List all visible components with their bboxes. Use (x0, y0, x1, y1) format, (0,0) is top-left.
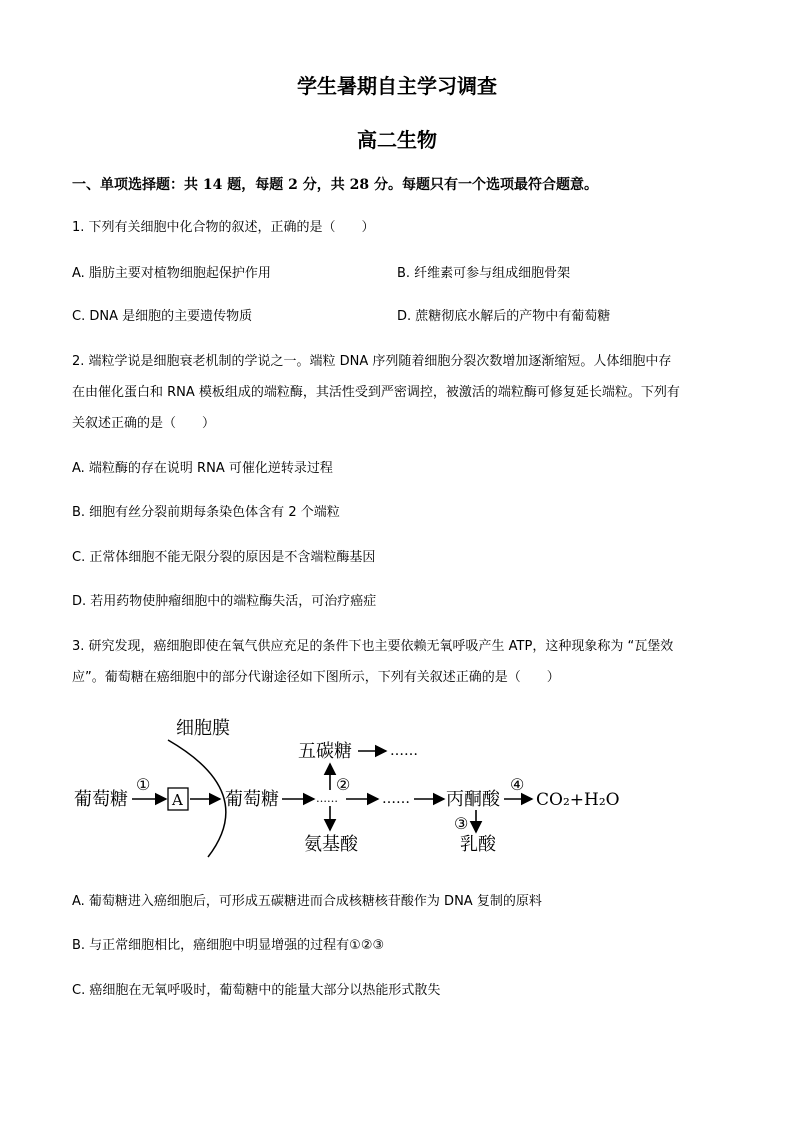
section-heading: 一、单项选择题：共 14 题，每题 2 分，共 28 分。每题只有一个选项最符合题意。 (72, 177, 598, 193)
question-3-option-a: A. 葡萄糖进入癌细胞后，可形成五碳糖进而合成核糖核苷酸作为 DNA 复制的原料 (72, 894, 542, 909)
question-1-option-b: B. 纤维素可参与组成细胞骨架 (397, 266, 571, 281)
page-subtitle: 高二生物 (357, 128, 437, 152)
question-2-option-c: C. 正常体细胞不能无限分裂的原因是不含端粒酶基因 (72, 550, 376, 565)
step-3-marker: ③ (454, 814, 469, 833)
question-2-stem-line-1: 2. 端粒学说是细胞衰老机制的学说之一。端粒 DNA 序列随着细胞分裂次数增加逐渐缩短。人体细胞中存 (72, 354, 672, 369)
question-3-stem-line-2: 应”。葡萄糖在癌细胞中的部分代谢途径如下图所示，下列有关叙述正确的是（ ） (72, 670, 560, 685)
pentose-continuation-dots: …… (390, 743, 418, 759)
question-2-stem-line-3: 关叙述正确的是（ ） (72, 416, 216, 431)
page-title: 学生暑期自主学习调查 (297, 74, 497, 98)
question-1-stem: 1. 下列有关细胞中化合物的叙述，正确的是（ ） (72, 220, 375, 235)
pyruvate-label: 丙酮酸 (446, 789, 500, 810)
question-3-stem-line-1: 3. 研究发现，癌细胞即使在氧气供应充足的条件下也主要依赖无氧呼吸产生 ATP，这种现象称为 “瓦堡效 (72, 639, 674, 654)
question-3-option-b: B. 与正常细胞相比，癌细胞中明显增强的过程有①②③ (72, 938, 385, 953)
pentose-label: 五碳糖 (298, 741, 352, 762)
cell-membrane-label: 细胞膜 (176, 718, 230, 739)
question-1-option-a: A. 脂肪主要对植物细胞起保护作用 (72, 266, 271, 281)
main-path-dots: …… (382, 791, 410, 807)
question-2-option-d: D. 若用药物使肿瘤细胞中的端粒酶失活，可治疗癌症 (72, 594, 377, 609)
question-1-option-d: D. 蔗糖彻底水解后的产物中有葡萄糖 (397, 309, 611, 324)
step-4-marker: ④ (510, 775, 525, 794)
step-1-marker: ① (136, 775, 151, 794)
glucose-outside-label: 葡萄糖 (74, 789, 128, 810)
step-2-marker: ② (336, 775, 351, 794)
glucose-inside-label: 葡萄糖 (225, 789, 279, 810)
aerobic-products-label: CO₂+H₂O (536, 790, 620, 810)
amino-acid-label: 氨基酸 (304, 834, 358, 855)
question-2-stem-line-2: 在由催化蛋白和 RNA 模板组成的端粒酶，其活性受到严密调控，被激活的端粒酶可修复延长端粒。下列有 (72, 385, 680, 400)
question-2-option-b: B. 细胞有丝分裂前期每条染色体含有 2 个端粒 (72, 505, 340, 520)
question-2-option-a: A. 端粒酶的存在说明 RNA 可催化逆转录过程 (72, 461, 333, 476)
question-1-option-c: C. DNA 是细胞的主要遗传物质 (72, 309, 253, 324)
carrier-label: A (172, 791, 183, 809)
question-3-option-c: C. 癌细胞在无氧呼吸时，葡萄糖中的能量大部分以热能形式散失 (72, 983, 441, 998)
branch-node-dots: …… (316, 792, 338, 805)
glucose-metabolism-diagram (68, 712, 668, 862)
lactate-label: 乳酸 (460, 834, 496, 855)
